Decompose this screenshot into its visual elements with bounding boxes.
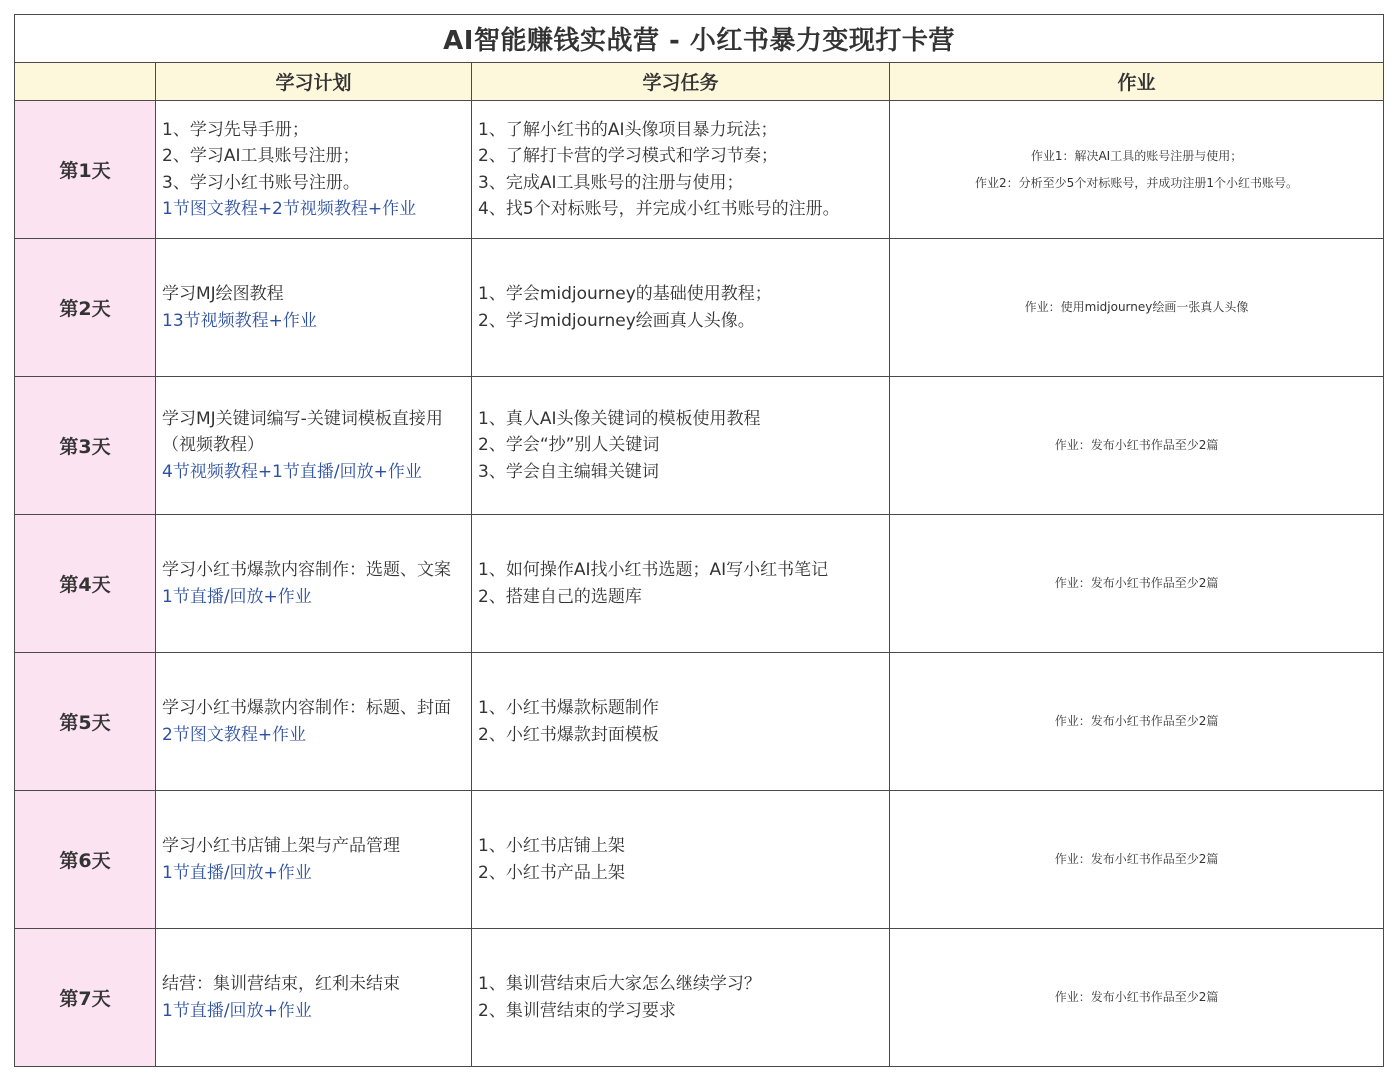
day-label: 第7天 xyxy=(15,929,156,1067)
task-line: 3、完成AI工具账号的注册与使用； xyxy=(478,172,744,193)
plan-line: 结营：集训营结束，红利未结束 xyxy=(162,974,400,994)
tasks-cell xyxy=(472,515,890,653)
homework-cell xyxy=(890,929,1384,1067)
task-line: 1、小红书店铺上架 xyxy=(478,836,625,856)
task-line: 1、如何操作AI找小红书选题；AI写小红书笔记 xyxy=(478,560,829,580)
plan-cell xyxy=(156,377,472,515)
homework-cell xyxy=(890,101,1384,239)
table-title: AI智能赚钱实战营 - 小红书暴力变现打卡营 xyxy=(15,15,1384,63)
plan-line: 2、学习AI工具账号注册； xyxy=(162,146,360,166)
homework-cell xyxy=(890,791,1384,929)
day-label: 第6天 xyxy=(15,791,156,929)
task-line: 2、学习midjourney绘画真人头像。 xyxy=(478,310,755,331)
homework-line: 作业：发布小红书作品至少2篇 xyxy=(1054,714,1219,729)
homework-cell xyxy=(890,515,1384,653)
homework-line: 作业2：分析至少5个对标账号，并成功注册1个小红书账号。 xyxy=(975,175,1298,190)
tasks-cell xyxy=(472,929,890,1067)
day-label: 第1天 xyxy=(15,101,156,239)
table-row xyxy=(15,929,1384,1067)
table-body xyxy=(15,101,1384,1067)
table-row xyxy=(15,239,1384,377)
plan-line: 学习小红书爆款内容制作：标题、封面 xyxy=(162,698,451,718)
task-line: 2、小红书爆款封面模板 xyxy=(478,724,659,745)
header-homework: 作业 xyxy=(890,63,1384,101)
task-line: 2、小红书产品上架 xyxy=(478,862,625,883)
plan-line: 学习MJ绘图教程 xyxy=(162,284,284,304)
day-label: 第3天 xyxy=(15,377,156,515)
homework-cell xyxy=(890,653,1384,791)
plan-line: 学习小红书爆款内容制作：选题、文案 xyxy=(162,560,451,580)
plan-cell xyxy=(156,653,472,791)
table-row xyxy=(15,101,1384,239)
homework-cell xyxy=(890,239,1384,377)
table-row xyxy=(15,377,1384,515)
plan-course-note: 2节图文教程+作业 xyxy=(162,724,307,745)
homework-line: 作业：发布小红书作品至少2篇 xyxy=(1054,438,1219,453)
tasks-cell xyxy=(472,791,890,929)
plan-course-note: 13节视频教程+作业 xyxy=(162,310,317,331)
plan-line: 3、学习小红书账号注册。 xyxy=(162,172,360,193)
table-row xyxy=(15,653,1384,791)
task-line: 1、学会midjourney的基础使用教程； xyxy=(478,284,772,304)
task-line: 2、集训营结束的学习要求 xyxy=(478,1000,676,1021)
header-plan: 学习计划 xyxy=(156,63,472,101)
day-label: 第2天 xyxy=(15,239,156,377)
table-row xyxy=(15,515,1384,653)
homework-line: 作业：使用midjourney绘画一张真人头像 xyxy=(1024,300,1249,315)
task-line: 4、找5个对标账号，并完成小红书账号的注册。 xyxy=(478,199,840,219)
homework-line: 作业：发布小红书作品至少2篇 xyxy=(1054,852,1219,867)
header-day xyxy=(15,63,156,101)
plan-course-note: 1节图文教程+2节视频教程+作业 xyxy=(162,199,417,219)
tasks-cell xyxy=(472,377,890,515)
schedule-table xyxy=(14,14,1384,1067)
tasks-cell xyxy=(472,653,890,791)
homework-cell xyxy=(890,377,1384,515)
plan-line: 1、学习先导手册； xyxy=(162,119,309,140)
homework-line: 作业1：解决AI工具的账号注册与使用； xyxy=(1030,149,1243,163)
plan-line: 学习MJ关键词编写-关键词模板直接用（视频教程） xyxy=(162,408,443,456)
task-line: 1、真人AI头像关键词的模板使用教程 xyxy=(478,408,761,429)
plan-course-note: 1节直播/回放+作业 xyxy=(162,862,312,883)
task-line: 1、了解小红书的AI头像项目暴力玩法； xyxy=(478,119,778,140)
plan-line: 学习小红书店铺上架与产品管理 xyxy=(162,836,400,856)
task-line: 1、小红书爆款标题制作 xyxy=(478,698,659,718)
homework-line: 作业：发布小红书作品至少2篇 xyxy=(1054,990,1219,1005)
plan-cell xyxy=(156,929,472,1067)
task-line: 2、学会“抄”别人关键词 xyxy=(478,435,660,456)
tasks-cell xyxy=(472,101,890,239)
plan-cell xyxy=(156,791,472,929)
task-line: 2、搭建自己的选题库 xyxy=(478,586,642,607)
tasks-cell xyxy=(472,239,890,377)
plan-course-note: 1节直播/回放+作业 xyxy=(162,586,312,607)
plan-cell xyxy=(156,239,472,377)
plan-course-note: 4节视频教程+1节直播/回放+作业 xyxy=(162,461,422,482)
task-line: 3、学会自主编辑关键词 xyxy=(478,461,659,482)
plan-cell xyxy=(156,101,472,239)
table-row xyxy=(15,791,1384,929)
task-line: 1、集训营结束后大家怎么继续学习？ xyxy=(478,974,761,994)
plan-course-note: 1节直播/回放+作业 xyxy=(162,1000,312,1021)
homework-line: 作业：发布小红书作品至少2篇 xyxy=(1054,576,1219,591)
header-tasks: 学习任务 xyxy=(472,63,890,101)
day-label: 第5天 xyxy=(15,653,156,791)
plan-cell xyxy=(156,515,472,653)
task-line: 2、了解打卡营的学习模式和学习节奏； xyxy=(478,146,778,166)
day-label: 第4天 xyxy=(15,515,156,653)
